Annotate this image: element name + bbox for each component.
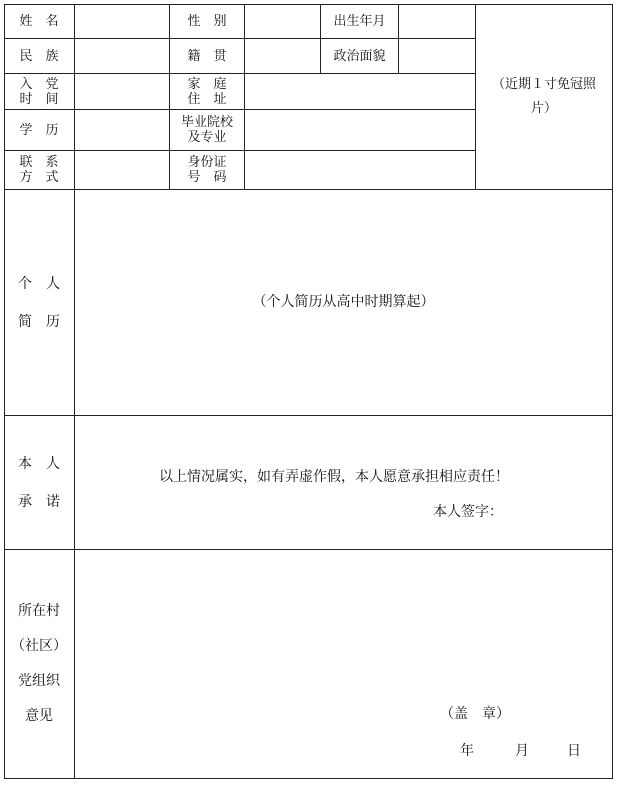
id-number-label bbox=[170, 151, 245, 190]
school-line2: 及专业 bbox=[187, 130, 227, 145]
id-line2: 号 码 bbox=[187, 170, 227, 185]
photo-area bbox=[476, 4, 613, 190]
home-address-field[interactable] bbox=[245, 74, 476, 110]
political-status-label: 政治面貌 bbox=[321, 39, 399, 74]
contact-field[interactable] bbox=[75, 151, 170, 190]
join-party-line2: 时 间 bbox=[19, 91, 59, 107]
opinion-label-line1: 所在村 bbox=[18, 603, 60, 619]
home-address-label bbox=[170, 74, 245, 110]
contact-label bbox=[4, 151, 75, 190]
native-place-field[interactable] bbox=[245, 39, 321, 74]
date-month: 月 bbox=[515, 743, 529, 759]
resume-label-line1: 个 人 bbox=[18, 275, 60, 292]
native-place-label: 籍 贯 bbox=[170, 39, 245, 74]
date-year: 年 bbox=[460, 743, 474, 759]
gender-field[interactable] bbox=[245, 4, 321, 39]
education-label: 学 历 bbox=[4, 110, 75, 151]
address-line2: 住 址 bbox=[187, 91, 227, 107]
resume-label-line2: 简 历 bbox=[18, 313, 60, 330]
seal-label: （盖 章） bbox=[440, 706, 510, 722]
join-party-line1: 入 党 bbox=[19, 76, 59, 92]
pledge-content bbox=[75, 416, 613, 550]
gender-label: 性 别 bbox=[170, 4, 245, 39]
school-major-label bbox=[170, 110, 245, 151]
name-label: 姓 名 bbox=[4, 4, 75, 39]
contact-line2: 方 式 bbox=[19, 170, 59, 185]
join-party-date-field[interactable] bbox=[75, 74, 170, 110]
pledge-label-line2: 承 诺 bbox=[18, 493, 60, 510]
signature-field[interactable] bbox=[507, 498, 597, 520]
ethnicity-field[interactable] bbox=[75, 39, 170, 74]
resume-field[interactable] bbox=[75, 190, 613, 416]
resume-label bbox=[4, 190, 75, 416]
id-line1: 身份证 bbox=[187, 155, 227, 170]
party-opinion-label bbox=[4, 550, 75, 779]
name-field[interactable] bbox=[75, 4, 170, 39]
photo-hint-line2: 片） bbox=[530, 100, 557, 116]
political-status-field[interactable] bbox=[399, 39, 476, 74]
party-opinion-field[interactable] bbox=[75, 550, 613, 779]
birth-date-field[interactable] bbox=[399, 4, 476, 39]
id-number-field[interactable] bbox=[245, 151, 476, 190]
contact-line1: 联 系 bbox=[19, 155, 59, 170]
opinion-label-line3: 党组织 bbox=[18, 673, 60, 689]
resume-hint: （个人简历从高中时期算起） bbox=[252, 294, 435, 310]
opinion-label-line2: （社区） bbox=[11, 638, 67, 654]
pledge-label-line1: 本 人 bbox=[18, 455, 60, 472]
photo-hint-line1: （近期１寸免冠照 bbox=[491, 76, 596, 92]
birth-date-label: 出生年月 bbox=[321, 4, 399, 39]
pledge-statement: 以上情况属实，如有弄虚作假，本人愿意承担相应责任！ bbox=[159, 469, 509, 485]
school-line1: 毕业院校 bbox=[180, 115, 233, 130]
signature-label: 本人签字： bbox=[433, 504, 503, 520]
join-party-date-label bbox=[4, 74, 75, 110]
address-line1: 家 庭 bbox=[187, 76, 227, 92]
application-form bbox=[4, 4, 613, 779]
education-field[interactable] bbox=[75, 110, 170, 151]
school-major-field[interactable] bbox=[245, 110, 476, 151]
ethnicity-label: 民 族 bbox=[4, 39, 75, 74]
opinion-label-line4: 意见 bbox=[25, 708, 53, 724]
date-day: 日 bbox=[567, 743, 581, 759]
pledge-label bbox=[4, 416, 75, 550]
